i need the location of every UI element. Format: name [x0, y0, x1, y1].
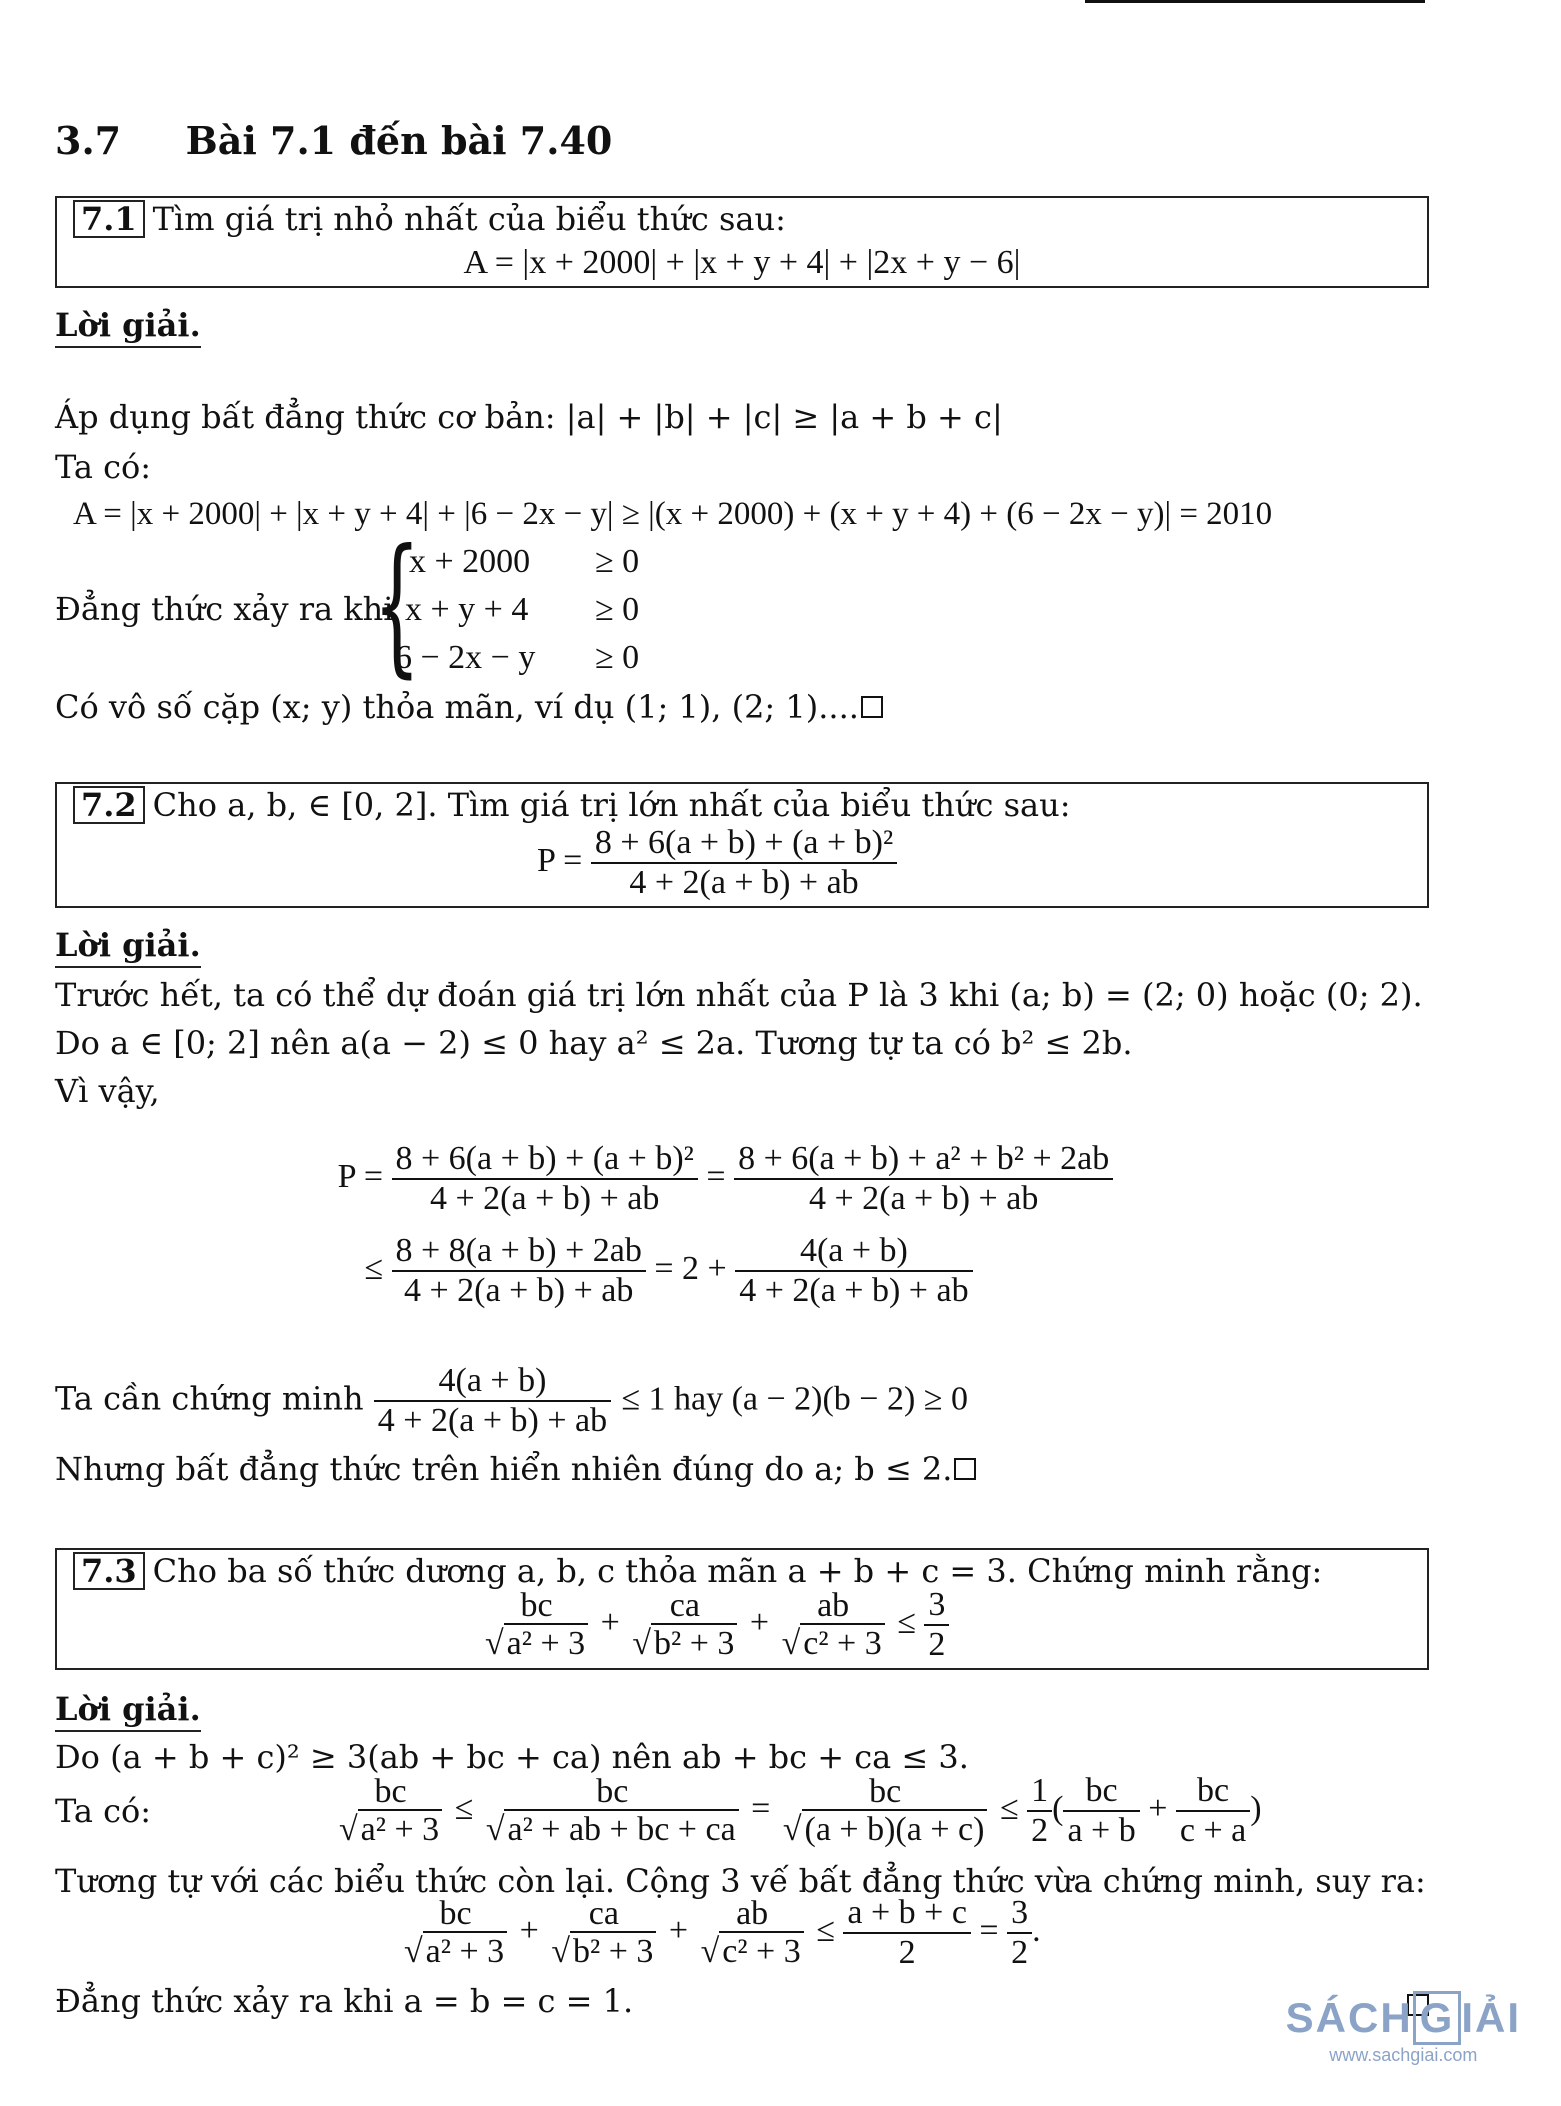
- problem-formula: bc √a² + 3 + ca √b² + 3 + ab √c² + 3 ≤ $\frac{3}{2}$: [481, 1586, 949, 1664]
- solution-conclusion: Đẳng thức xảy ra khi a = b = c = 1.: [55, 1982, 634, 2020]
- solution-label: Lời giải.: [55, 306, 201, 348]
- solution-line: Ta có:: [55, 448, 152, 486]
- solution-label: Lời giải.: [55, 1690, 201, 1732]
- logo-url: www.sachgiai.com: [1329, 2045, 1478, 2065]
- solution-line: Do a ∈ [0; 2] nên a(a − 2) ≤ 0 hay a² ≤ 2a. Tương tự ta có b² ≤ 2b.: [55, 1024, 1133, 1062]
- document-page: [55, 0, 1425, 2106]
- system-brace: {: [373, 518, 421, 692]
- solution-line: Áp dụng bất đẳng thức cơ bản: |a| + |b| + |c| ≥ |a + b + c|: [55, 398, 1003, 436]
- solution-equation: bc √a² + 3 ≤ bc √a² + ab + bc + ca = bc √(a + b)(a + c) ≤ $\frac{1}{2}$ ( $\frac{bc}{a + b}$ + $\frac{bc}{c + a}$ ): [339, 1772, 1262, 1849]
- sachgiai-logo: [1286, 1991, 1521, 2066]
- problem-7-1-box: [55, 196, 1429, 288]
- equality-condition: Đẳng thức xảy ra khi: [55, 590, 394, 628]
- solution-line: Tương tự với các biểu thức còn lại. Cộng 3 vế bất đẳng thức vừa chứng minh, suy ra:: [55, 1862, 1426, 1900]
- inequality-system: x + 2000 ≥ 0 x + y + 4 ≥ 0 6 − 2x − y ≥ 0: [395, 543, 640, 676]
- problem-7-2-box: [55, 782, 1429, 908]
- section-number: 3.7: [55, 118, 122, 163]
- solution-line: Ta có:: [55, 1792, 152, 1830]
- solution-line: Vì vậy,: [55, 1072, 160, 1110]
- section-title: Bài 7.1 đến bài 7.40: [185, 118, 613, 163]
- problem-statement: Cho ba số thức dương a, b, c thỏa mãn a + b + c = 3. Chứng minh rằng:: [152, 1552, 1323, 1590]
- solution-conclusion: Có vô số cặp (x; y) thỏa mãn, ví dụ (1; 1), (2; 1)....: [55, 688, 883, 726]
- problem-number: 7.1: [73, 200, 145, 238]
- solution-equation: bc √a² + 3 + ca √b² + 3 + ab √c² + 3 ≤ $\frac{a + b + c}{2}$ = $\frac{3}{2}$ .: [404, 1894, 1041, 1971]
- solution-conclusion: Nhưng bất đẳng thức trên hiển nhiên đúng do a; b ≤ 2.: [55, 1450, 976, 1488]
- solution-line: Ta cần chứng minh $\frac{4(a + b)}{4 + 2(a + b) + ab}$ ≤ 1 hay (a − 2)(b − 2) ≥ 0: [55, 1362, 968, 1439]
- problem-number: 7.3: [73, 1552, 145, 1590]
- header-rule: [1085, 0, 1425, 3]
- solution-equation: A = |x + 2000| + |x + y + 4| + |6 − 2x − y| ≥ |(x + 2000) + (x + y + 4) + (6 − 2x − y)| = 2010: [73, 496, 1273, 532]
- problem-formula: A = |x + 2000| + |x + y + 4| + |2x + y − 6|: [463, 244, 1021, 281]
- solution-line: Do (a + b + c)² ≥ 3(ab + bc + ca) nên ab + bc + ca ≤ 3.: [55, 1738, 969, 1776]
- problem-formula: P = $\frac{\text{8 + 6(a + b) + (a + b)²}}{4 + 2(a + b) + ab}$: [537, 824, 897, 902]
- logo-brand: SÁCH G IẢI: [1286, 1991, 1521, 2045]
- qed-square: [861, 696, 883, 718]
- solution-equation: ≤ $\frac{8 + 8(a + b) + 2ab}{4 + 2(a + b) + ab}$ = 2 + $\frac{4(a + b)}{4 + 2(a + b) + ab}$: [325, 1232, 973, 1310]
- section-heading: [55, 118, 612, 163]
- solution-label: Lời giải.: [55, 926, 201, 968]
- problem-statement: Tìm giá trị nhỏ nhất của biểu thức sau:: [152, 200, 786, 238]
- solution-line: Trước hết, ta có thể dự đoán giá trị lớn nhất của P là 3 khi (a; b) = (2; 0) hoặc (0; 2).: [55, 976, 1423, 1014]
- problem-number: 7.2: [73, 786, 145, 824]
- solution-equation: P = $\frac{\text{8 + 6(a + b) + (a + b)²}}{4 + 2(a + b) + ab}$ = $\frac{\text{8 + 6(a + b) + a² + b² + 2ab}}{4 + 2(a + b) + ab}$: [325, 1140, 1113, 1218]
- qed-square: [954, 1458, 976, 1480]
- problem-7-3-box: [55, 1548, 1429, 1670]
- problem-statement: Cho a, b, ∈ [0, 2]. Tìm giá trị lớn nhất của biểu thức sau:: [152, 786, 1071, 824]
